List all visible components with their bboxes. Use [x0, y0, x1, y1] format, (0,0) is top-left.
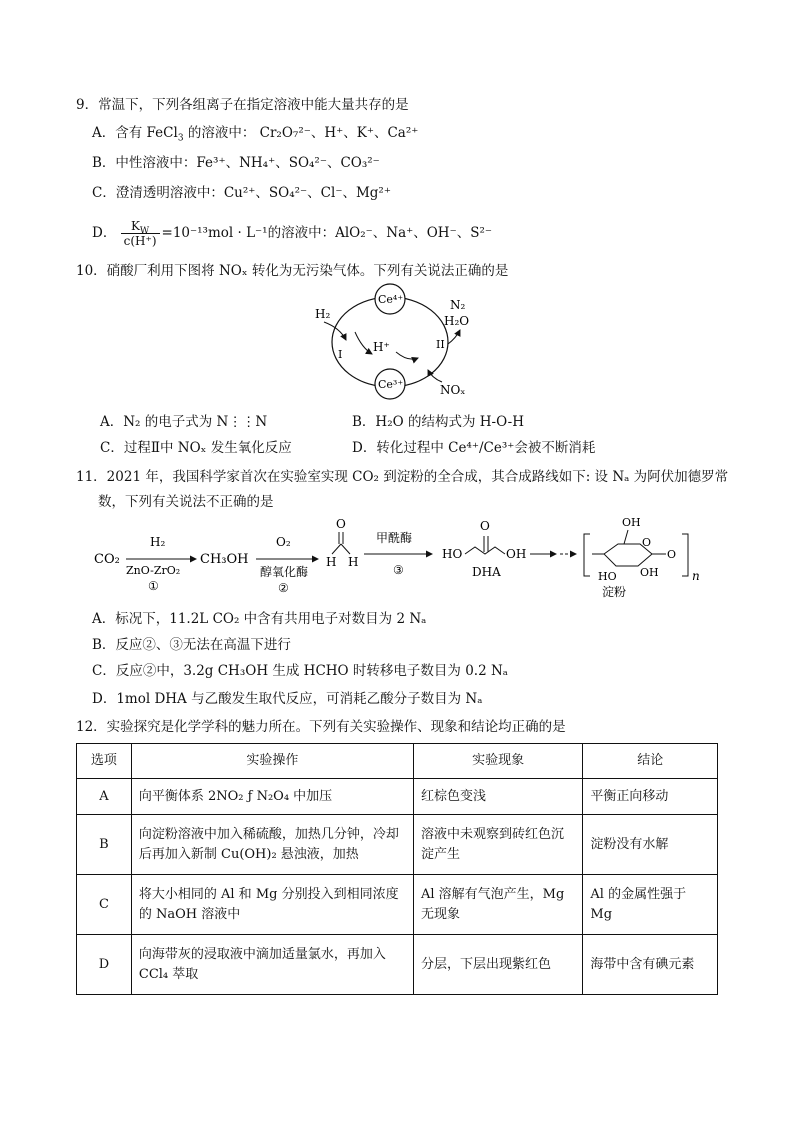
starch-n: n	[692, 569, 700, 583]
ce4-label: Ce⁴⁺	[378, 293, 404, 306]
row-conclusion: 平衡正向移动	[583, 779, 718, 815]
table-row	[77, 815, 718, 875]
q10-option-a: A．N₂ 的电子式为 N⋮⋮N	[100, 414, 268, 430]
q11-option-c: C．反应②中，3.2g CH₃OH 生成 HCHO 时转移电子数目为 0.2 Nₐ	[92, 663, 508, 679]
q10-option-d: D．转化过程中 Ce⁴⁺/Ce³⁺会被不断消耗	[352, 440, 596, 456]
row-option: C	[77, 875, 132, 935]
q10-option-b: B．H₂O 的结构式为 H-O-H	[352, 414, 524, 430]
r1-top: H₂	[150, 535, 166, 549]
table-row	[77, 875, 718, 935]
q9-option-a	[92, 124, 418, 142]
starch-label: 淀粉	[602, 585, 627, 599]
ce3-label: Ce³⁺	[378, 378, 404, 391]
r2-top: O₂	[276, 535, 291, 549]
hcho-o: O	[336, 517, 346, 531]
nox-label: NOₓ	[440, 383, 466, 397]
starch-link-o: O	[667, 548, 677, 561]
meoh-label: CH₃OH	[200, 552, 249, 567]
starch-ring-o: O	[642, 536, 652, 549]
row-conclusion: 海带中含有碘元素	[583, 935, 718, 995]
q10-option-c: C．过程Ⅱ中 NOₓ 发生氧化反应	[100, 440, 292, 456]
starch-ho: HO	[598, 570, 617, 583]
h-plus-label: H⁺	[373, 340, 390, 354]
r2-num: ②	[278, 581, 289, 595]
r3-top: 甲酰酶	[376, 531, 413, 545]
q9-option-d	[92, 217, 492, 249]
q11-stem-2: 数，下列有关说法不正确的是	[98, 494, 274, 510]
dha-oh: OH	[506, 547, 527, 561]
q9-d-tail: 的溶液中：	[267, 225, 336, 241]
q11-synthesis-route	[92, 514, 712, 604]
header-phenomenon: 实验现象	[413, 744, 582, 779]
co2-label: CO₂	[94, 552, 120, 567]
row-option: D	[77, 935, 132, 995]
starch-oh-bottom: OH	[640, 566, 659, 579]
step-i-label: I	[338, 348, 343, 361]
q9-c-ions: Cu²⁺、SO₄²⁻、Cl⁻、Mg²⁺	[223, 185, 391, 201]
q9-a-ions: Cr₂O₇²⁻、H⁺、K⁺、Ca²⁺	[259, 125, 419, 141]
q9-c-label: C．澄清透明溶液中：	[92, 185, 224, 201]
h2-label: H₂	[315, 307, 331, 321]
q9-a-label: A．含有	[92, 125, 143, 141]
row-option: A	[77, 779, 132, 815]
row-phenomenon: Al 溶解有气泡产生，Mg 无现象	[413, 875, 582, 935]
q12-experiment-table	[76, 743, 718, 995]
dha-o: O	[480, 519, 490, 533]
q11-stem-1: 11．2021 年，我国科学家首次在实验室实现 CO₂ 到淀粉的全合成，其合成路线如下: 设 Nₐ 为阿伏加德罗常	[76, 469, 729, 485]
q9-a-tail: 的溶液中：	[187, 125, 256, 141]
q9-d-ions: AlO₂⁻、Na⁺、OH⁻、S²⁻	[335, 225, 492, 241]
row-phenomenon: 红棕色变浅	[413, 779, 582, 815]
table-row	[77, 935, 718, 995]
row-conclusion: 淀粉没有水解	[583, 815, 718, 875]
q9-option-b	[92, 154, 380, 172]
q10-stem: 10．硝酸厂利用下图将 NOₓ 转化为无污染气体。下列有关说法正确的是	[76, 263, 509, 279]
header-conclusion: 结论	[583, 744, 718, 779]
q9-d-value: =10⁻¹³mol · L⁻¹	[161, 225, 268, 241]
r1-bottom: ZnO-ZrO₂	[126, 564, 181, 577]
table-header-row	[77, 744, 718, 779]
q9-d-label: D．	[92, 225, 117, 241]
q9-b-ions: Fe³⁺、NH₄⁺、SO₄²⁻、CO₃²⁻	[196, 155, 380, 171]
header-option: 选项	[77, 744, 132, 779]
q9-option-c	[92, 184, 391, 202]
hcho-h1: H	[326, 555, 337, 569]
q12-stem: 12．实验探究是化学学科的魅力所在。下列有关实验操作、现象和结论均正确的是	[76, 719, 566, 735]
r3-num: ③	[393, 563, 404, 577]
row-option: B	[77, 815, 132, 875]
row-conclusion: Al 的金属性强于 Mg	[583, 875, 718, 935]
header-operation: 实验操作	[131, 744, 413, 779]
dha-ho: HO	[442, 547, 463, 561]
q9-a-solution: FeCl$_3$	[146, 125, 184, 144]
r1-num: ①	[148, 579, 159, 593]
row-operation: 向海带灰的浸取液中滴加适量氯水，再加入 CCl₄ 萃取	[131, 935, 413, 995]
h2o-label: H₂O	[444, 314, 470, 328]
starch-oh-top: OH	[622, 516, 641, 529]
r2-bottom: 醇氧化酶	[260, 565, 309, 579]
row-operation: 将大小相同的 Al 和 Mg 分别投入到相同浓度的 NaOH 溶液中	[131, 875, 413, 935]
n2-label: N₂	[450, 298, 466, 312]
table-row	[77, 779, 718, 815]
row-phenomenon: 分层，下层出现紫红色	[413, 935, 582, 995]
step-ii-label: II	[436, 338, 445, 351]
q9-b-label: B．中性溶液中：	[92, 155, 197, 171]
q10-cycle-diagram	[300, 282, 520, 406]
row-operation: 向平衡体系 2NO₂ ƒ N₂O₄ 中加压	[131, 779, 413, 815]
q11-option-b: B．反应②、③无法在高温下进行	[92, 637, 291, 653]
row-phenomenon: 溶液中未观察到砖红色沉淀产生	[413, 815, 582, 875]
row-operation: 向淀粉溶液中加入稀硫酸，加热几分钟，冷却后再加入新制 Cu(OH)₂ 悬浊液，加热	[131, 815, 413, 875]
dha-label: DHA	[472, 565, 501, 579]
q11-option-d: D．1mol DHA 与乙酸发生取代反应，可消耗乙酸分子数目为 Nₐ	[92, 691, 483, 707]
q11-option-a: A．标况下，11.2L CO₂ 中含有共用电子对数目为 2 Nₐ	[92, 611, 427, 627]
q9-d-fraction: $\frac{K_W}{c(H^+)}$	[121, 219, 160, 248]
q9-stem: 9．常温下，下列各组离子在指定溶液中能大量共存的是	[76, 97, 409, 113]
hcho-h2: H	[348, 555, 359, 569]
